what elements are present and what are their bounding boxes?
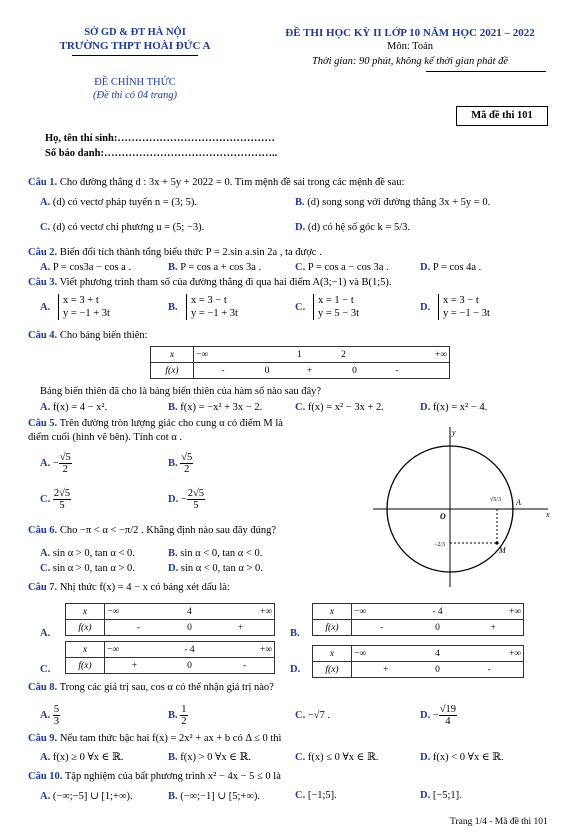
q5-option-c: C. $\frac{2√5}{5}$: [40, 488, 71, 511]
y-label: y: [452, 428, 456, 437]
q7-stem: Câu 7. Nhị thức f(x) = 4 − x có bảng xét dấu là:: [28, 582, 230, 593]
q9-option-b: B. f(x) > 0 ∀x ∈ ℝ.: [168, 752, 252, 763]
q8-option-d: D. − $\frac{√19}{4}$: [420, 704, 457, 727]
q2-stem: Câu 2. Biến đổi tích thành tổng biểu thức P = 2.sin a.sin 2a , ta được .: [28, 247, 322, 258]
q7-option-d: D.: [290, 664, 301, 675]
q4-option-c: C. f(x) = x² − 3x + 2.: [295, 402, 384, 413]
q10-option-c: C. [−1;5].: [295, 790, 337, 801]
y-value-label: −2/3: [434, 542, 446, 548]
q6-option-d: D. sin α < 0, tan α > 0.: [168, 563, 263, 574]
point-m: [495, 541, 498, 544]
school-name: TRƯỜNG THPT HOÀI ĐỨC A: [59, 40, 211, 52]
q4-option-b: B. f(x) = −x² + 3x − 2.: [168, 402, 263, 413]
q7-table-b: x −∞ - 4 +∞ f(x) - 0 +: [312, 603, 524, 636]
q8-option-b: B. $\frac{1}{2}$: [168, 704, 187, 727]
q3-option-d: D.: [420, 302, 431, 313]
q8-option-c: C. −√7 .: [295, 710, 331, 721]
header-divider: [72, 55, 198, 56]
exam-code: Mã đề thi 101: [456, 106, 548, 126]
q1-option-d: D. (d) có hệ số góc k = 5/3.: [295, 222, 410, 233]
subject: Môn: Toán: [386, 41, 434, 52]
student-id-field: Số báo danh:…………………………………………..: [45, 148, 278, 159]
a-label: A: [516, 498, 521, 507]
q2-option-c: C. P = cos a − cos 3a .: [295, 262, 389, 273]
x-label: x: [546, 510, 550, 519]
q9-stem: Câu 9. Nếu tam thức bậc hai f(x) = 2x² + ax + b có Δ ≤ 0 thì: [28, 733, 282, 744]
q7-table-c: x −∞ - 4 +∞ f(x) + 0 -: [65, 641, 275, 674]
q8-stem: Câu 8. Trong các giá trị sau, cos α có thể nhận giá trị nào?: [28, 682, 274, 693]
q10-option-b: B. (−∞;−1] ∪ [5;+∞).: [168, 791, 260, 802]
x-value-label: √5/3: [490, 497, 501, 503]
q4-question: Bảng biến thiên đã cho là bảng biến thiên của hàm số nào sau đây?: [40, 386, 322, 397]
q8-option-a: A. $\frac{5}{3}$: [40, 704, 60, 727]
q3-system-b: x = 3 − t y = −1 + 3t: [186, 294, 238, 320]
q2-option-a: A. P = cos3a − cos a .: [40, 262, 132, 273]
q3-system-a: x = 3 + t y = −1 + 3t: [58, 294, 110, 320]
q4-stem: Câu 4. Cho bảng biến thiên:: [28, 330, 148, 341]
q9-option-d: D. f(x) < 0 ∀x ∈ ℝ.: [420, 752, 504, 763]
q5-option-a: A. − $\frac{√5}{2}$: [40, 452, 71, 475]
q7-option-a: A.: [40, 628, 51, 639]
q2-option-d: D. P = cos 4a .: [420, 262, 482, 273]
q3-system-c: x = 1 − t y = 5 − 3t: [313, 294, 359, 320]
page-footer: Trang 1/4 - Mã đề thi 101: [450, 817, 548, 827]
q1-option-c: C. (d) có vectơ chỉ phương u = (5; −3).: [40, 222, 205, 233]
q1-stem: Câu 1. Cho đường thẳng d : 3x + 5y + 2022 = 0. Tìm mệnh đề sai trong các mệnh đề sau:: [28, 177, 405, 188]
q1-option-b: B. (d) song song với đường thẳng 3x + 5y = 0.: [295, 197, 491, 208]
exam-title: ĐỀ THI HỌC KỲ II LỚP 10 NĂM HỌC 2021 – 2022: [285, 27, 535, 39]
dept-name: SỞ GD & ĐT HÀ NỘI: [84, 27, 186, 38]
origin-label: O: [440, 512, 446, 521]
q10-stem: Câu 10. Tập nghiệm của bất phương trình x² − 4x − 5 ≤ 0 là: [28, 771, 281, 782]
q9-option-c: C. f(x) ≤ 0 ∀x ∈ ℝ.: [295, 752, 379, 763]
q4-variation-table: x −∞ 1 2 +∞ f(x) - 0 + 0 -: [150, 346, 450, 379]
q3-stem: Câu 3. Viết phương trình tham số của đường thẳng đi qua hai điểm A(3;−1) và B(1;5).: [28, 277, 392, 288]
q6-option-b: B. sin α < 0, tan α < 0.: [168, 548, 263, 559]
q9-option-a: A. f(x) ≥ 0 ∀x ∈ ℝ.: [40, 752, 124, 763]
q3-option-c: C.: [295, 302, 306, 313]
exam-time: Thời gian: 90 phút, không kể thời gian phát đề: [311, 56, 509, 67]
q3-option-a: A.: [40, 302, 51, 313]
q10-option-d: D. [−5;1].: [420, 790, 462, 801]
q6-stem: Câu 6. Cho −π < α < −π/2 . Khẳng định nào sau đây đúng?: [28, 525, 277, 536]
q1-option-a: A. (d) có vectơ pháp tuyến n = (3; 5).: [40, 197, 197, 208]
q5-stem-line2: điểm cuối (hình vẽ bên). Tính cot α .: [28, 432, 183, 443]
m-label: M: [499, 546, 506, 555]
q4-option-a: A. f(x) = 4 − x².: [40, 402, 108, 413]
q6-option-a: A. sin α > 0, tan α < 0.: [40, 548, 135, 559]
header-rule: [426, 71, 546, 72]
q6-option-c: C. sin α > 0, tan α > 0.: [40, 563, 135, 574]
q5-stem-line1: Câu 5. Trên đường tròn lượng giác cho cung α có điểm M là: [28, 418, 283, 429]
student-name-field: Họ, tên thí sinh:………………………………………: [45, 133, 275, 144]
unit-circle-figure: [368, 425, 558, 590]
q4-option-d: D. f(x) = x² − 4.: [420, 402, 488, 413]
q5-option-d: D. − $\frac{2√5}{5}$: [168, 488, 205, 511]
q10-option-a: A. (−∞;−5] ∪ [1;+∞).: [40, 791, 133, 802]
q7-option-b: B.: [290, 628, 300, 639]
official-label: ĐỀ CHÍNH THỨC: [94, 77, 176, 88]
q7-table-a: x −∞ 4 +∞ f(x) - 0 +: [65, 603, 275, 636]
q7-option-c: C.: [40, 664, 51, 675]
q2-option-b: B. P = cos a + cos 3a .: [168, 262, 262, 273]
pages-note: (Đề thi có 04 trang): [93, 90, 177, 101]
q7-table-d: x −∞ 4 +∞ f(x) + 0 -: [312, 645, 524, 678]
q3-system-d: x = 3 − t y = −1 − 3t: [438, 294, 490, 320]
q5-option-b: B. $\frac{√5}{2}$: [168, 452, 193, 475]
q3-option-b: B.: [168, 302, 178, 313]
